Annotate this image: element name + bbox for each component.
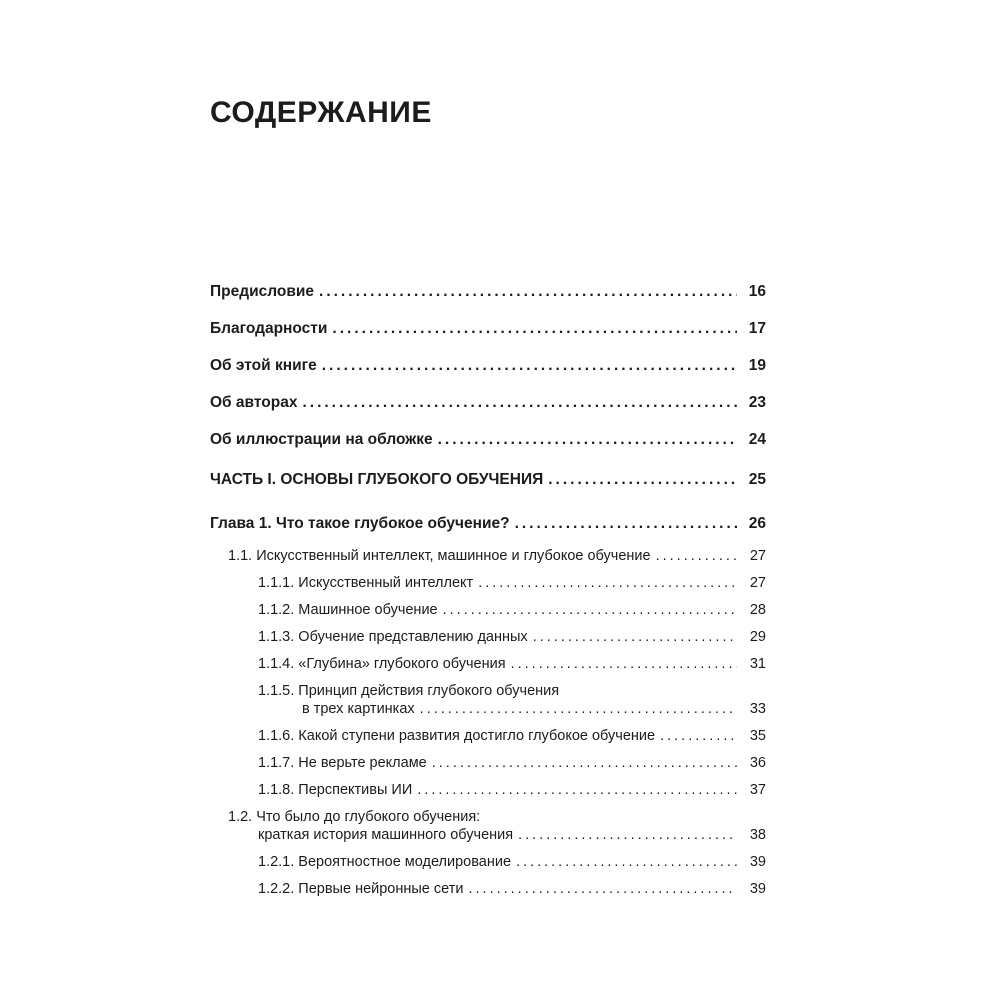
entry-label: Об авторах	[210, 394, 298, 411]
toc-entry-line	[258, 754, 766, 772]
entry-page-number: 17	[748, 320, 766, 337]
toc-entry-line	[210, 283, 766, 301]
entry-label: 1.1.1. Искусственный интеллект	[258, 575, 474, 591]
toc-entry	[210, 283, 766, 301]
dot-leader	[420, 700, 737, 718]
entry-page-number: 28	[749, 602, 766, 618]
dot-leader	[432, 754, 737, 772]
entry-page-number: 36	[749, 755, 766, 771]
toc-entry	[210, 880, 766, 898]
entry-label: Предисловие	[210, 283, 315, 300]
toc-entry	[210, 431, 766, 449]
entry-page-number: 31	[749, 656, 766, 672]
dot-leader	[478, 574, 737, 592]
entry-label: 1.1.7. Не верьте рекламе	[258, 755, 427, 771]
entry-label: 1.1. Искусственный интеллект, машинное и глубокое обучение	[228, 548, 651, 564]
dot-leader	[302, 394, 737, 412]
toc-entry	[210, 754, 766, 772]
dot-leader	[518, 826, 737, 844]
dot-leader	[417, 781, 737, 799]
toc-entry	[210, 515, 766, 533]
entry-label: 1.2. Что было до глубокого обучения:	[228, 809, 481, 825]
entry-page-number: 35	[749, 728, 766, 744]
dot-leader	[332, 320, 737, 338]
toc-entry	[210, 727, 766, 745]
entry-label: 1.1.4. «Глубина» глубокого обучения	[258, 656, 506, 672]
toc-entry-line	[258, 880, 766, 898]
toc-entry	[210, 682, 766, 718]
toc-entry-line	[210, 471, 766, 489]
toc-entry	[210, 320, 766, 338]
entry-label: Об этой книге	[210, 357, 317, 374]
toc-entry-line	[258, 601, 766, 619]
toc-entry-line	[258, 628, 766, 646]
entry-page-number: 24	[748, 431, 766, 448]
toc-entry-line	[258, 727, 766, 745]
entry-page-number: 19	[748, 357, 766, 374]
entry-label: краткая история машинного обучения	[258, 827, 514, 843]
toc-entry	[210, 853, 766, 871]
entry-page-number: 23	[748, 394, 766, 411]
entry-label: 1.1.5. Принцип действия глубокого обучения	[258, 683, 560, 699]
dot-leader	[516, 853, 737, 871]
entry-label: в трех картинках	[302, 701, 415, 717]
toc-entry	[210, 394, 766, 412]
entry-label: 1.1.3. Обучение представлению данных	[258, 629, 528, 645]
dot-leader	[468, 880, 737, 898]
dot-leader	[533, 628, 737, 646]
dot-leader	[322, 357, 737, 375]
entry-label: 1.1.8. Перспективы ИИ	[258, 782, 413, 798]
dot-leader	[515, 515, 737, 533]
toc-entry	[210, 357, 766, 375]
toc-entry	[210, 574, 766, 592]
dot-leader	[656, 547, 737, 565]
entry-page-number: 16	[748, 283, 766, 300]
entry-page-number: 39	[749, 854, 766, 870]
entry-page-number: 39	[749, 881, 766, 897]
entry-label: Об иллюстрации на обложке	[210, 431, 433, 448]
entry-label: 1.1.2. Машинное обучение	[258, 602, 438, 618]
toc-entry-line	[228, 547, 766, 565]
entry-label: 1.1.6. Какой ступени развития достигло глубокое обучение	[258, 728, 656, 744]
toc-entry	[210, 628, 766, 646]
table-of-contents	[210, 283, 766, 907]
dot-leader	[511, 655, 737, 673]
entry-page-number: 38	[749, 827, 766, 843]
dot-leader	[548, 471, 737, 489]
toc-entry-line	[210, 515, 766, 533]
toc-entry-line	[258, 853, 766, 871]
toc-entry	[210, 601, 766, 619]
toc-entry-line	[258, 574, 766, 592]
toc-entry	[210, 781, 766, 799]
entry-page-number: 27	[749, 548, 766, 564]
toc-entry-line	[210, 394, 766, 412]
dot-leader	[443, 601, 737, 619]
entry-page-number: 26	[748, 515, 766, 532]
dot-leader	[319, 283, 737, 301]
entry-label: Благодарности	[210, 320, 328, 337]
page-title: СОДЕРЖАНИЕ	[210, 96, 432, 129]
toc-entry	[210, 655, 766, 673]
entry-page-number: 37	[749, 782, 766, 798]
entry-page-number: 25	[748, 471, 766, 488]
dot-leader	[438, 431, 737, 449]
entry-label: Глава 1. Что такое глубокое обучение?	[210, 515, 510, 532]
toc-entry-line	[210, 357, 766, 375]
entry-label: ЧАСТЬ I. ОСНОВЫ ГЛУБОКОГО ОБУЧЕНИЯ	[210, 471, 544, 488]
toc-entry-line	[228, 808, 766, 826]
toc-entry-line	[258, 655, 766, 673]
toc-entry	[210, 471, 766, 489]
toc-entry-line	[210, 431, 766, 449]
toc-entry-line	[258, 781, 766, 799]
entry-page-number: 27	[749, 575, 766, 591]
toc-entry-line	[228, 826, 766, 844]
entry-page-number: 33	[749, 701, 766, 717]
toc-entry-line	[210, 320, 766, 338]
entry-page-number: 29	[749, 629, 766, 645]
toc-entry-line	[258, 700, 766, 718]
entry-label: 1.2.1. Вероятностное моделирование	[258, 854, 512, 870]
entry-label: 1.2.2. Первые нейронные сети	[258, 881, 464, 897]
toc-entry	[210, 547, 766, 565]
toc-entry-line	[258, 682, 766, 700]
toc-entry	[210, 808, 766, 844]
dot-leader	[660, 727, 737, 745]
